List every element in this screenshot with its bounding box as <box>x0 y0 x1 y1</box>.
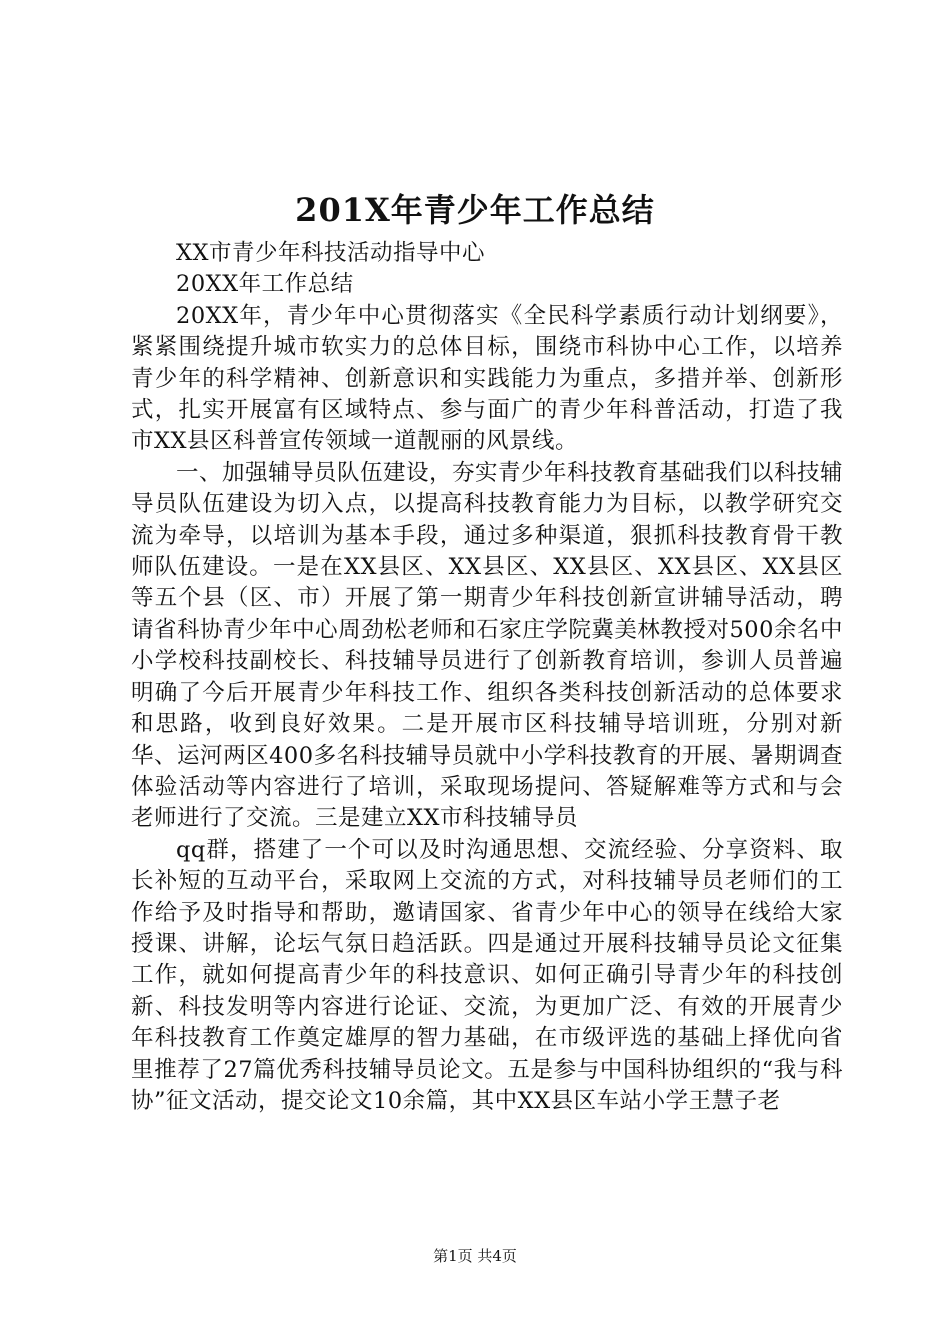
paragraph-section-one: 一、加强辅导员队伍建设，夯实青少年科技教育基础我们以科技辅导员队伍建设为切入点，以提高科技教育能力为目标，以教学研究交流为牵导，以培训为基本手段，通过多种渠道，狠抓科技教育骨干教师队伍建设。一是在XX县区、XX县区、XX县区、XX县区、XX县区等五个县（区、市）开展了第一期青少年科技创新宣讲辅导活动，聘请省科协青少年中心周劲松老师和石家庄学院冀美林教授对500余名中小学校科技副校长、科技辅导员进行了创新教育培训，参训人员普遍明确了今后开展青少年科技工作、组织各类科技创新活动的总体要求和思路，收到良好效果。二是开展市区科技辅导培训班，分别对新华、运河两区400多名科技辅导员就中小学科技教育的开展、暑期调查体验活动等内容进行了培训，采取现场提问、答疑解难等方式和与会老师进行了交流。三是建立XX市科技辅导员 <box>131 459 844 832</box>
document-body <box>131 238 843 1117</box>
document-title: 201X年青少年工作总结 <box>295 191 655 229</box>
paragraph-qq-group: qq群，搭建了一个可以及时沟通思想、交流经验、分享资料、取长补短的互动平台，采取网上交流的方式，对科技辅导员老师们的工作给予及时指导和帮助，邀请国家、省青少年中心的领导在线给大家授课、讲解，论坛气氛日趋活跃。四是通过开展科技辅导员论文征集工作，就如何提高青少年的科技意识、如何正确引导青少年的科技创新、科技发明等内容进行论证、交流，为更加广泛、有效的开展青少年科技教育工作奠定雄厚的智力基础，在市级评选的基础上择优向省里推荐了27篇优秀科技辅导员论文。五是参与中国科协组织的“我与科协”征文活动，提交论文10余篇，其中XX县区车站小学王慧子老 <box>131 836 843 1114</box>
paragraph-intro: 20XX年，青少年中心贯彻落实《全民科学素质行动计划纲要》，紧紧围绕提升城市软实力的总体目标，围绕市科协中心工作，以培养青少年的科学精神、创新意识和实践能力为重点，多措并举、创新形式，扎实开展富有区域特点、参与面广的青少年科普活动，打造了我市XX县区科普宣传领域一道靓丽的风景线。 <box>131 302 843 455</box>
page-footer: 第1页 共4页 <box>433 1247 517 1265</box>
paragraph-subtitle: 20XX年工作总结 <box>176 271 354 298</box>
paragraph-org-name: XX市青少年科技活动指导中心 <box>176 240 486 266</box>
